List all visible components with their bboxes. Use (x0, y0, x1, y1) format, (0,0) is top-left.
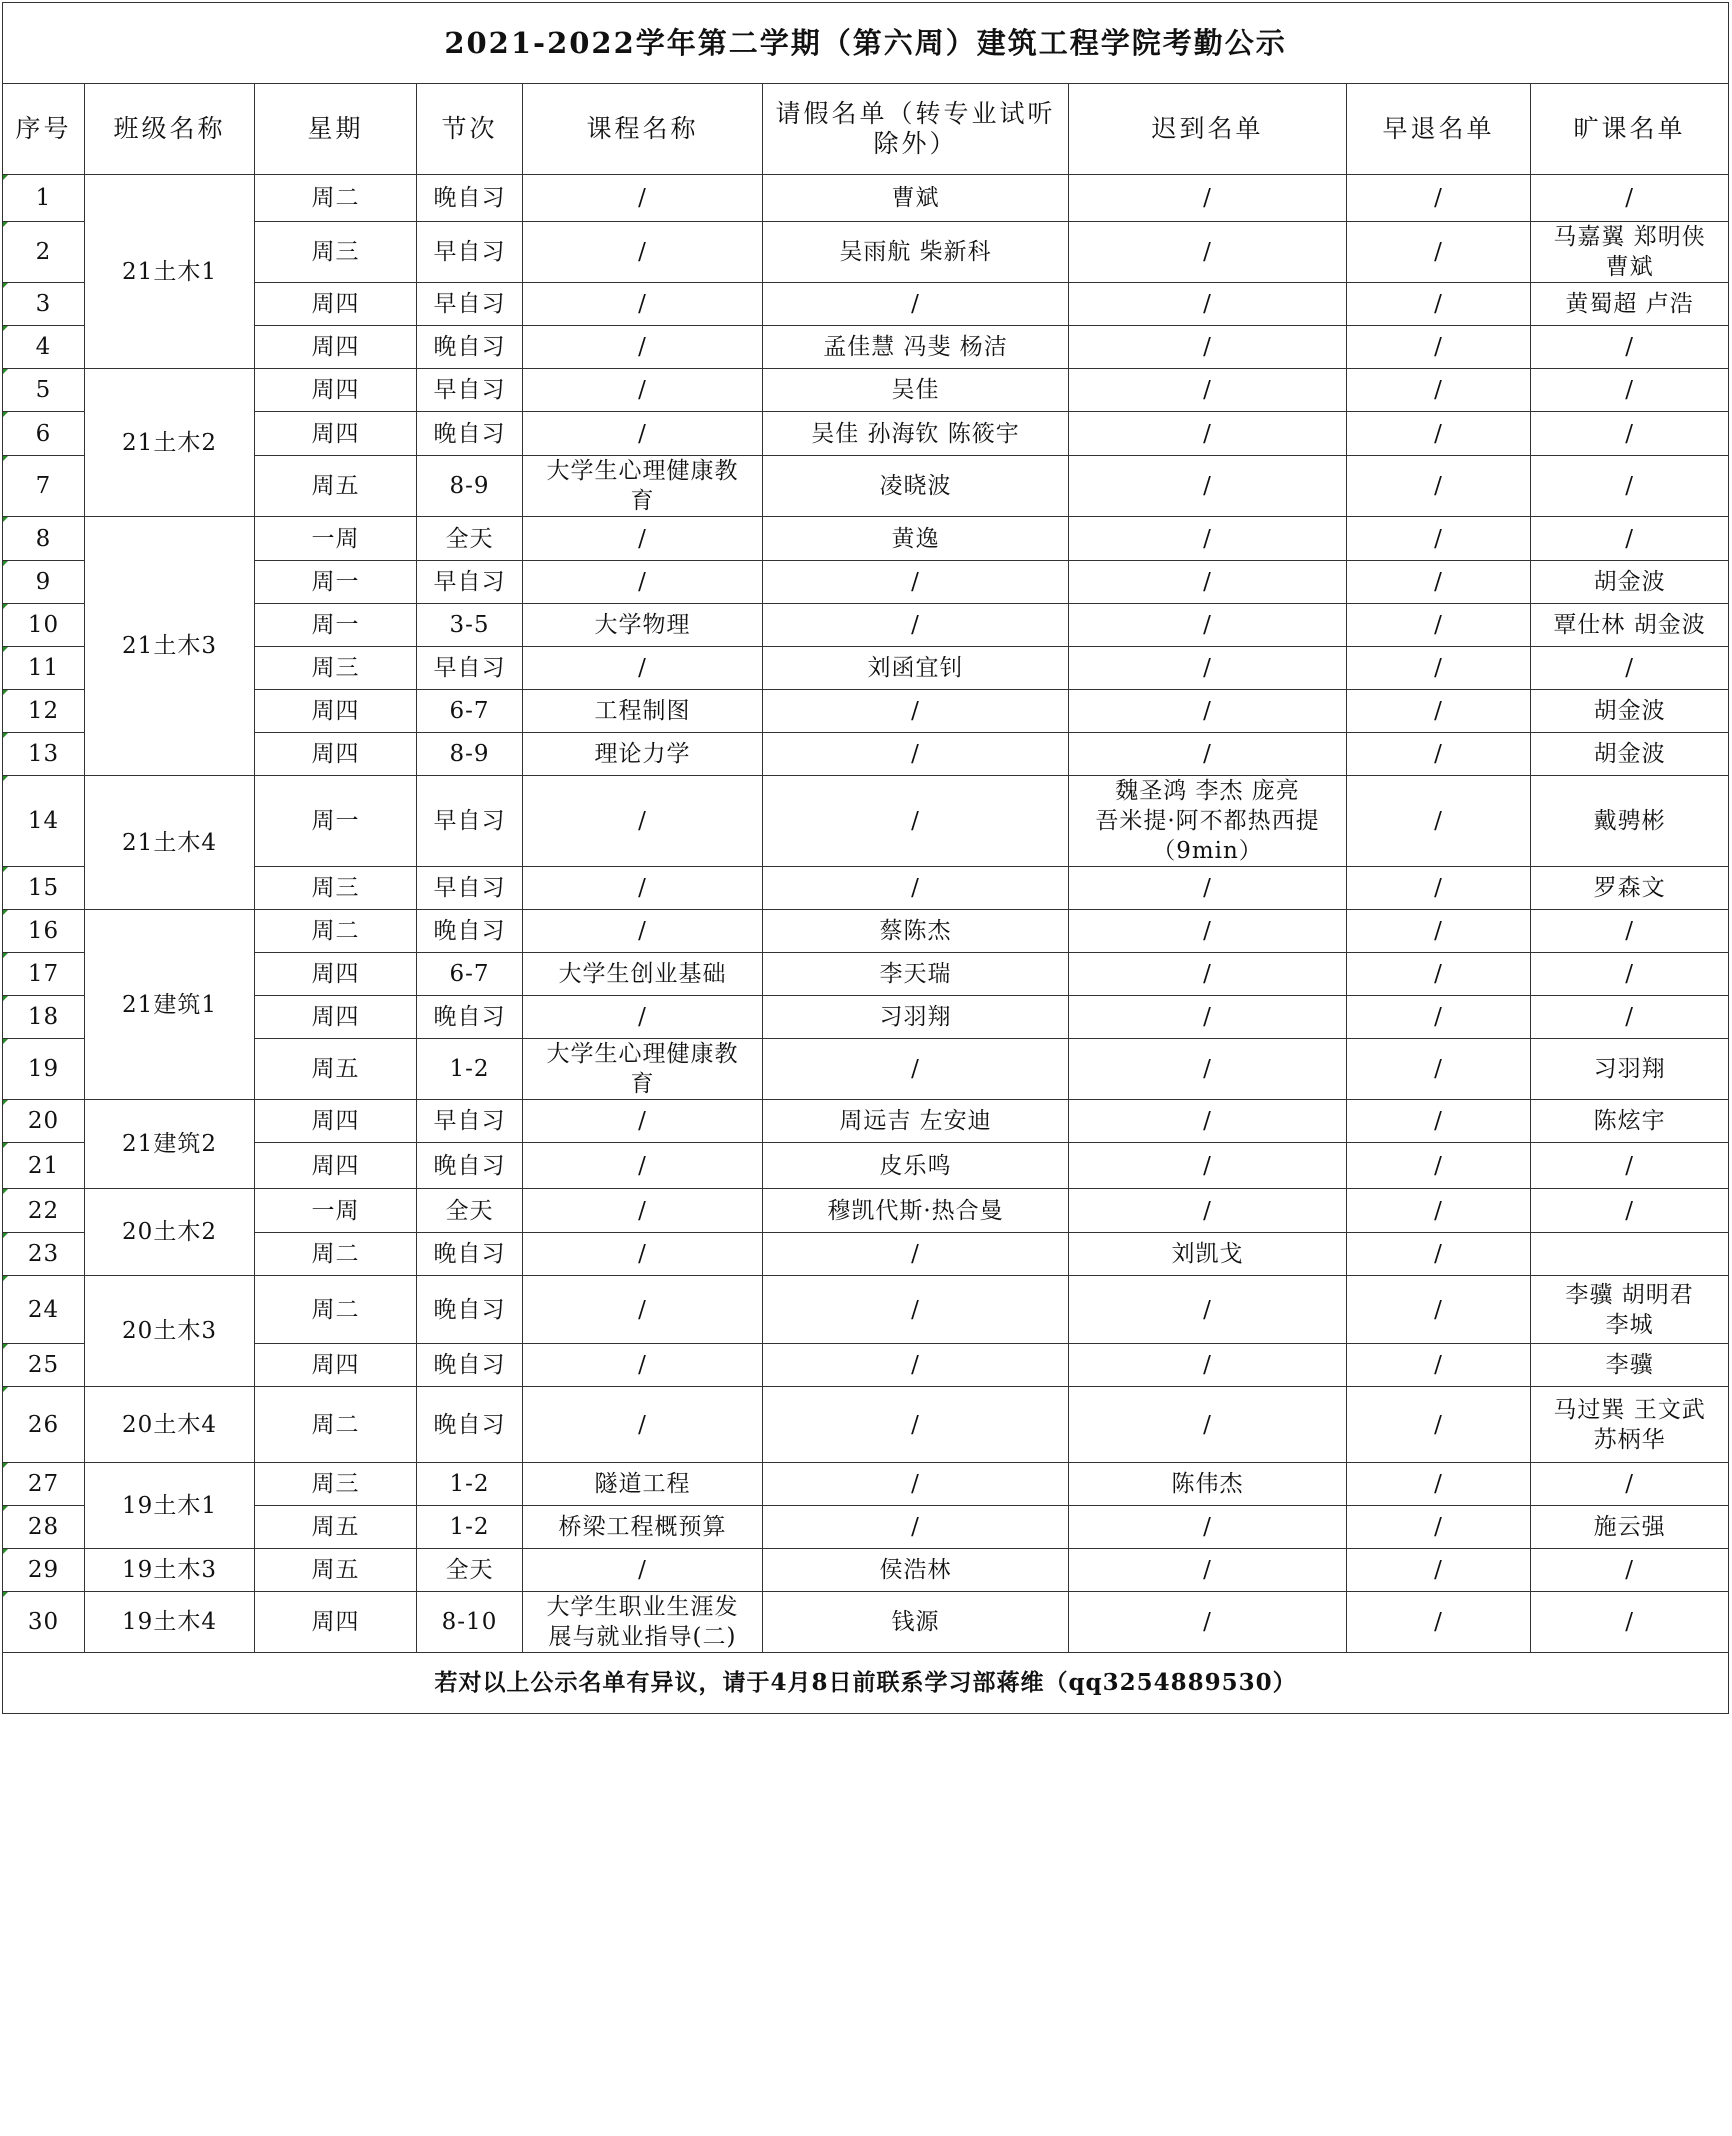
cell-course: 大学生心理健康教 育 (523, 456, 763, 517)
cell-period: 早自习 (417, 776, 523, 867)
cell-weekday: 周二 (255, 1233, 417, 1276)
table-row (3, 1233, 1729, 1276)
cell-early-leave: / (1347, 456, 1531, 517)
cell-weekday: 周一 (255, 604, 417, 647)
cell-period: 6-7 (417, 953, 523, 996)
cell-period: 晚自习 (417, 412, 523, 456)
cell-early-leave: / (1347, 1506, 1531, 1549)
cell-late: / (1069, 647, 1347, 690)
cell-absent: 覃仕林 胡金波 (1531, 604, 1729, 647)
cell-absent: 胡金波 (1531, 690, 1729, 733)
table-row (3, 412, 1729, 456)
cell-course: 理论力学 (523, 733, 763, 776)
cell-absent: / (1531, 175, 1729, 222)
cell-period: 8-9 (417, 456, 523, 517)
cell-period: 1-2 (417, 1506, 523, 1549)
cell-early-leave: / (1347, 517, 1531, 561)
cell-course: 桥梁工程概预算 (523, 1506, 763, 1549)
cell-period: 早自习 (417, 647, 523, 690)
cell-course: 工程制图 (523, 690, 763, 733)
cell-absent (1531, 1233, 1729, 1276)
page-title: 2021-2022学年第二学期（第六周）建筑工程学院考勤公示 (3, 3, 1729, 84)
cell-late: / (1069, 733, 1347, 776)
cell-period: 8-9 (417, 733, 523, 776)
cell-absent: / (1531, 369, 1729, 412)
cell-weekday: 周四 (255, 1592, 417, 1653)
cell-weekday: 周三 (255, 1463, 417, 1506)
cell-class-name: 21建筑2 (85, 1100, 255, 1189)
cell-weekday: 周四 (255, 326, 417, 369)
cell-weekday: 周二 (255, 1276, 417, 1344)
cell-class-name: 21土木2 (85, 369, 255, 517)
cell-absent: 习羽翔 (1531, 1039, 1729, 1100)
cell-early-leave: / (1347, 1387, 1531, 1463)
header-late: 迟到名单 (1069, 84, 1347, 175)
column-header-row (3, 84, 1729, 175)
header-early-leave: 早退名单 (1347, 84, 1531, 175)
cell-leave: 李天瑞 (763, 953, 1069, 996)
cell-absent: / (1531, 1189, 1729, 1233)
cell-late: / (1069, 1143, 1347, 1189)
cell-early-leave: / (1347, 996, 1531, 1039)
cell-seq: 28 (3, 1506, 85, 1549)
cell-course: / (523, 1387, 763, 1463)
cell-early-leave: / (1347, 369, 1531, 412)
cell-late: / (1069, 1100, 1347, 1143)
cell-weekday: 周一 (255, 776, 417, 867)
cell-class-name: 21土木4 (85, 776, 255, 910)
cell-weekday: 周四 (255, 733, 417, 776)
header-weekday: 星期 (255, 84, 417, 175)
cell-seq: 29 (3, 1549, 85, 1592)
table-row (3, 1276, 1729, 1344)
table-row (3, 1100, 1729, 1143)
cell-absent: 胡金波 (1531, 561, 1729, 604)
footer-notice: 若对以上公示名单有异议，请于4月8日前联系学习部蒋维（qq3254889530） (3, 1653, 1729, 1714)
cell-course: / (523, 1233, 763, 1276)
cell-weekday: 周四 (255, 412, 417, 456)
cell-seq: 9 (3, 561, 85, 604)
cell-course: 大学物理 (523, 604, 763, 647)
cell-period: 全天 (417, 517, 523, 561)
cell-course: / (523, 561, 763, 604)
cell-seq: 7 (3, 456, 85, 517)
cell-absent: 马嘉翼 郑明侠 曹斌 (1531, 222, 1729, 283)
cell-leave: 周远吉 左安迪 (763, 1100, 1069, 1143)
cell-course: / (523, 1344, 763, 1387)
cell-course: / (523, 776, 763, 867)
cell-leave: / (763, 283, 1069, 326)
cell-late: / (1069, 517, 1347, 561)
cell-early-leave: / (1347, 953, 1531, 996)
cell-weekday: 周三 (255, 647, 417, 690)
cell-course: 大学生心理健康教 育 (523, 1039, 763, 1100)
cell-early-leave: / (1347, 175, 1531, 222)
table-row (3, 326, 1729, 369)
cell-period: 早自习 (417, 283, 523, 326)
cell-late: 魏圣鸿 李杰 庞亮 吾米提·阿不都热西提 （9min） (1069, 776, 1347, 867)
cell-leave: / (763, 1276, 1069, 1344)
cell-absent: / (1531, 647, 1729, 690)
cell-period: 1-2 (417, 1463, 523, 1506)
cell-leave: 皮乐鸣 (763, 1143, 1069, 1189)
cell-course: 大学生创业基础 (523, 953, 763, 996)
cell-seq: 15 (3, 867, 85, 910)
cell-absent: / (1531, 412, 1729, 456)
cell-course: / (523, 517, 763, 561)
cell-leave: / (763, 1463, 1069, 1506)
cell-course: / (523, 369, 763, 412)
cell-absent: / (1531, 910, 1729, 953)
cell-course: / (523, 222, 763, 283)
cell-period: 全天 (417, 1549, 523, 1592)
cell-absent: 马过巽 王文武 苏柄华 (1531, 1387, 1729, 1463)
cell-leave: / (763, 561, 1069, 604)
cell-course: / (523, 867, 763, 910)
cell-course: / (523, 996, 763, 1039)
cell-early-leave: / (1347, 1039, 1531, 1100)
cell-absent: / (1531, 456, 1729, 517)
cell-course: / (523, 1100, 763, 1143)
cell-leave: / (763, 1344, 1069, 1387)
cell-class-name: 19土木1 (85, 1463, 255, 1549)
cell-leave: / (763, 1387, 1069, 1463)
cell-seq: 26 (3, 1387, 85, 1463)
cell-early-leave: / (1347, 1276, 1531, 1344)
table-row (3, 996, 1729, 1039)
cell-early-leave: / (1347, 412, 1531, 456)
cell-absent: 黄蜀超 卢浩 (1531, 283, 1729, 326)
cell-seq: 11 (3, 647, 85, 690)
cell-seq: 22 (3, 1189, 85, 1233)
cell-course: / (523, 910, 763, 953)
table-row (3, 1189, 1729, 1233)
cell-weekday: 周四 (255, 1344, 417, 1387)
cell-period: 1-2 (417, 1039, 523, 1100)
table-row (3, 369, 1729, 412)
cell-late: / (1069, 1039, 1347, 1100)
cell-weekday: 周四 (255, 283, 417, 326)
table-row (3, 690, 1729, 733)
cell-late: / (1069, 910, 1347, 953)
cell-early-leave: / (1347, 1592, 1531, 1653)
cell-class-name: 19土木4 (85, 1592, 255, 1653)
cell-absent: / (1531, 953, 1729, 996)
cell-early-leave: / (1347, 1233, 1531, 1276)
cell-early-leave: / (1347, 1189, 1531, 1233)
cell-seq: 13 (3, 733, 85, 776)
cell-leave: 钱源 (763, 1592, 1069, 1653)
cell-course: / (523, 1143, 763, 1189)
cell-period: 早自习 (417, 369, 523, 412)
cell-period: 晚自习 (417, 1344, 523, 1387)
cell-leave: 吴佳 孙海钦 陈筱宇 (763, 412, 1069, 456)
cell-early-leave: / (1347, 326, 1531, 369)
cell-weekday: 周二 (255, 1387, 417, 1463)
header-leave: 请假名单（转专业试听除外） (763, 84, 1069, 175)
cell-leave: 吴雨航 柴新科 (763, 222, 1069, 283)
cell-early-leave: / (1347, 222, 1531, 283)
cell-class-name: 21土木3 (85, 517, 255, 776)
cell-early-leave: / (1347, 1549, 1531, 1592)
cell-leave: / (763, 604, 1069, 647)
cell-seq: 14 (3, 776, 85, 867)
cell-weekday: 周二 (255, 175, 417, 222)
cell-absent: 李骥 (1531, 1344, 1729, 1387)
cell-course: / (523, 175, 763, 222)
cell-seq: 10 (3, 604, 85, 647)
cell-early-leave: / (1347, 733, 1531, 776)
cell-seq: 1 (3, 175, 85, 222)
cell-seq: 21 (3, 1143, 85, 1189)
table-row (3, 1039, 1729, 1100)
cell-course: / (523, 326, 763, 369)
cell-late: / (1069, 1276, 1347, 1344)
cell-early-leave: / (1347, 1463, 1531, 1506)
cell-leave: / (763, 1233, 1069, 1276)
cell-weekday: 周三 (255, 867, 417, 910)
cell-seq: 25 (3, 1344, 85, 1387)
cell-early-leave: / (1347, 604, 1531, 647)
cell-course: / (523, 647, 763, 690)
cell-absent: 胡金波 (1531, 733, 1729, 776)
attendance-sheet (2, 2, 1728, 2132)
cell-leave: 曹斌 (763, 175, 1069, 222)
cell-late: / (1069, 175, 1347, 222)
cell-late: / (1069, 283, 1347, 326)
table-row (3, 867, 1729, 910)
cell-period: 早自习 (417, 1100, 523, 1143)
cell-period: 晚自习 (417, 1233, 523, 1276)
cell-seq: 19 (3, 1039, 85, 1100)
cell-period: 8-10 (417, 1592, 523, 1653)
cell-class-name: 20土木3 (85, 1276, 255, 1387)
cell-weekday: 一周 (255, 517, 417, 561)
cell-late: / (1069, 369, 1347, 412)
cell-late: / (1069, 867, 1347, 910)
cell-absent: / (1531, 326, 1729, 369)
cell-period: 6-7 (417, 690, 523, 733)
cell-seq: 16 (3, 910, 85, 953)
cell-seq: 27 (3, 1463, 85, 1506)
cell-early-leave: / (1347, 1143, 1531, 1189)
cell-early-leave: / (1347, 910, 1531, 953)
cell-leave: 刘函宜钊 (763, 647, 1069, 690)
cell-leave: / (763, 867, 1069, 910)
cell-late: / (1069, 561, 1347, 604)
cell-seq: 8 (3, 517, 85, 561)
table-row (3, 1592, 1729, 1653)
cell-course: / (523, 1276, 763, 1344)
cell-weekday: 周一 (255, 561, 417, 604)
cell-absent: / (1531, 1592, 1729, 1653)
cell-early-leave: / (1347, 283, 1531, 326)
header-class: 班级名称 (85, 84, 255, 175)
cell-leave: 黄逸 (763, 517, 1069, 561)
cell-absent: 李骥 胡明君 李城 (1531, 1276, 1729, 1344)
cell-absent: / (1531, 1549, 1729, 1592)
cell-weekday: 周二 (255, 910, 417, 953)
table-row (3, 175, 1729, 222)
table-row (3, 910, 1729, 953)
cell-course: / (523, 1549, 763, 1592)
cell-late: / (1069, 326, 1347, 369)
cell-late: / (1069, 1344, 1347, 1387)
cell-absent: 罗森文 (1531, 867, 1729, 910)
cell-absent: / (1531, 1143, 1729, 1189)
cell-leave: 侯浩林 (763, 1549, 1069, 1592)
cell-absent: 陈炫宇 (1531, 1100, 1729, 1143)
cell-late: / (1069, 996, 1347, 1039)
table-row (3, 953, 1729, 996)
cell-absent: / (1531, 1463, 1729, 1506)
cell-late: / (1069, 1592, 1347, 1653)
cell-seq: 2 (3, 222, 85, 283)
cell-seq: 3 (3, 283, 85, 326)
cell-seq: 6 (3, 412, 85, 456)
cell-period: 早自习 (417, 222, 523, 283)
table-row (3, 604, 1729, 647)
cell-period: 3-5 (417, 604, 523, 647)
cell-course: / (523, 283, 763, 326)
cell-period: 晚自习 (417, 1143, 523, 1189)
cell-absent: 施云强 (1531, 1506, 1729, 1549)
attendance-rows (3, 175, 1729, 1653)
table-row (3, 776, 1729, 867)
cell-late: / (1069, 412, 1347, 456)
cell-weekday: 周五 (255, 1506, 417, 1549)
table-row (3, 456, 1729, 517)
cell-leave: 穆凯代斯·热合曼 (763, 1189, 1069, 1233)
cell-seq: 30 (3, 1592, 85, 1653)
cell-late: / (1069, 456, 1347, 517)
cell-late: / (1069, 690, 1347, 733)
cell-course: / (523, 412, 763, 456)
cell-course: 大学生职业生涯发 展与就业指导(二) (523, 1592, 763, 1653)
header-seq: 序号 (3, 84, 85, 175)
cell-early-leave: / (1347, 561, 1531, 604)
cell-course: 隧道工程 (523, 1463, 763, 1506)
cell-seq: 20 (3, 1100, 85, 1143)
cell-period: 晚自习 (417, 326, 523, 369)
cell-seq: 23 (3, 1233, 85, 1276)
cell-early-leave: / (1347, 690, 1531, 733)
cell-weekday: 周四 (255, 1100, 417, 1143)
cell-late: 刘凯戈 (1069, 1233, 1347, 1276)
table-row (3, 1387, 1729, 1463)
cell-period: 早自习 (417, 867, 523, 910)
header-course: 课程名称 (523, 84, 763, 175)
cell-late: / (1069, 1387, 1347, 1463)
cell-late: / (1069, 1549, 1347, 1592)
cell-period: 晚自习 (417, 175, 523, 222)
header-period: 节次 (417, 84, 523, 175)
attendance-table (2, 2, 1729, 1714)
cell-early-leave: / (1347, 647, 1531, 690)
cell-seq: 12 (3, 690, 85, 733)
cell-seq: 24 (3, 1276, 85, 1344)
cell-period: 全天 (417, 1189, 523, 1233)
cell-leave: 凌晓波 (763, 456, 1069, 517)
table-row (3, 1463, 1729, 1506)
table-row (3, 1143, 1729, 1189)
cell-leave: / (763, 1506, 1069, 1549)
cell-class-name: 20土木4 (85, 1387, 255, 1463)
cell-late: / (1069, 953, 1347, 996)
cell-weekday: 周四 (255, 1143, 417, 1189)
table-row (3, 733, 1729, 776)
cell-class-name: 21建筑1 (85, 910, 255, 1100)
cell-weekday: 周四 (255, 369, 417, 412)
cell-late: / (1069, 1189, 1347, 1233)
cell-early-leave: / (1347, 867, 1531, 910)
header-absent: 旷课名单 (1531, 84, 1729, 175)
cell-early-leave: / (1347, 1344, 1531, 1387)
cell-period: 早自习 (417, 561, 523, 604)
cell-weekday: 周五 (255, 456, 417, 517)
table-row (3, 517, 1729, 561)
cell-weekday: 周四 (255, 690, 417, 733)
cell-leave: 习羽翔 (763, 996, 1069, 1039)
cell-period: 晚自习 (417, 910, 523, 953)
cell-absent: / (1531, 517, 1729, 561)
cell-early-leave: / (1347, 1100, 1531, 1143)
cell-weekday: 一周 (255, 1189, 417, 1233)
table-row (3, 1344, 1729, 1387)
table-row (3, 1506, 1729, 1549)
cell-class-name: 19土木3 (85, 1549, 255, 1592)
table-row (3, 647, 1729, 690)
cell-weekday: 周五 (255, 1039, 417, 1100)
cell-leave: / (763, 776, 1069, 867)
cell-leave: / (763, 690, 1069, 733)
cell-class-name: 21土木1 (85, 175, 255, 369)
cell-absent: 戴骋彬 (1531, 776, 1729, 867)
cell-period: 晚自习 (417, 996, 523, 1039)
cell-late: / (1069, 222, 1347, 283)
cell-weekday: 周三 (255, 222, 417, 283)
cell-leave: / (763, 1039, 1069, 1100)
cell-seq: 4 (3, 326, 85, 369)
cell-absent: / (1531, 996, 1729, 1039)
cell-weekday: 周四 (255, 996, 417, 1039)
table-row (3, 283, 1729, 326)
cell-weekday: 周五 (255, 1549, 417, 1592)
table-row (3, 222, 1729, 283)
cell-period: 晚自习 (417, 1276, 523, 1344)
cell-seq: 5 (3, 369, 85, 412)
cell-seq: 17 (3, 953, 85, 996)
table-row (3, 1549, 1729, 1592)
cell-course: / (523, 1189, 763, 1233)
cell-period: 晚自习 (417, 1387, 523, 1463)
cell-class-name: 20土木2 (85, 1189, 255, 1276)
cell-late: 陈伟杰 (1069, 1463, 1347, 1506)
cell-leave: 吴佳 (763, 369, 1069, 412)
cell-leave: 孟佳慧 冯斐 杨洁 (763, 326, 1069, 369)
table-row (3, 561, 1729, 604)
cell-weekday: 周四 (255, 953, 417, 996)
cell-seq: 18 (3, 996, 85, 1039)
cell-leave: / (763, 733, 1069, 776)
cell-early-leave: / (1347, 776, 1531, 867)
cell-leave: 蔡陈杰 (763, 910, 1069, 953)
cell-late: / (1069, 604, 1347, 647)
cell-late: / (1069, 1506, 1347, 1549)
